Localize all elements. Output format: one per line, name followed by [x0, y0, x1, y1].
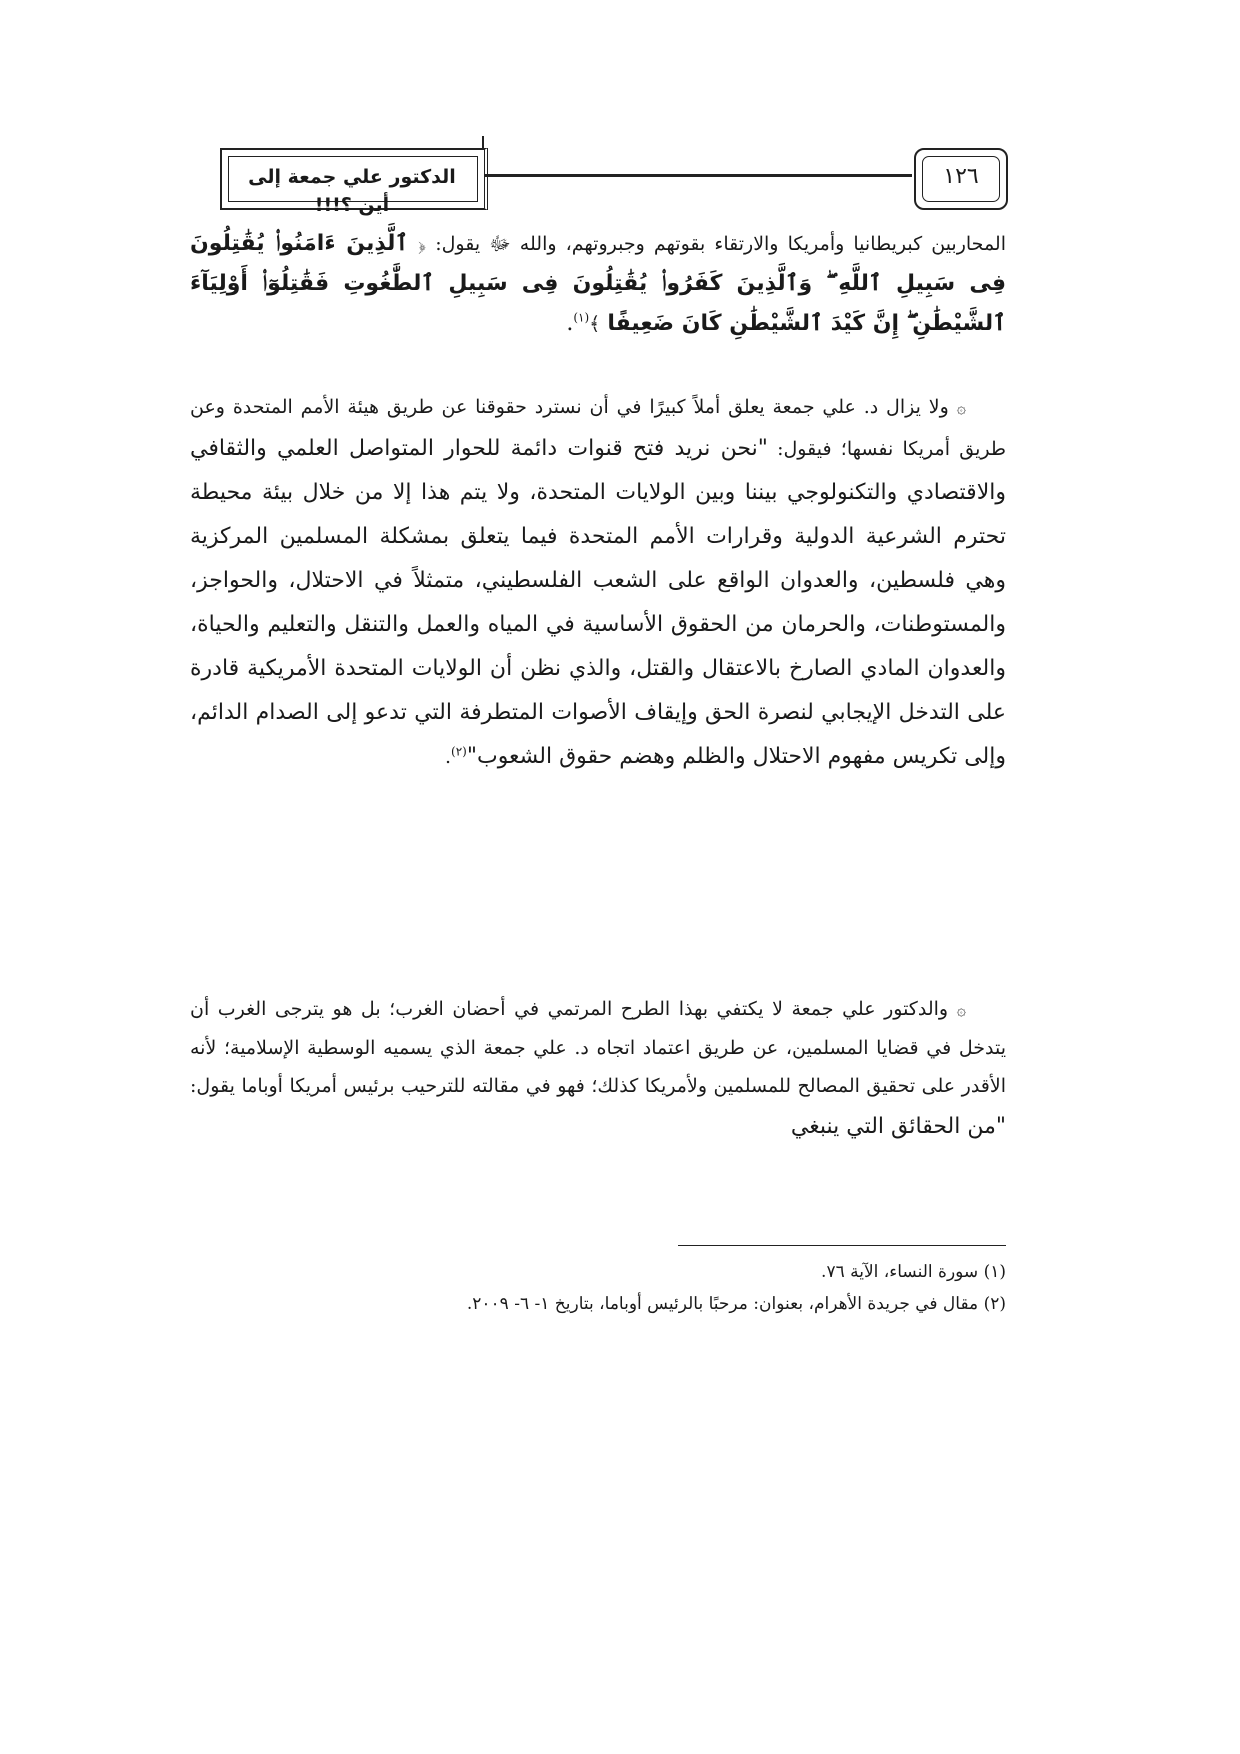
- footnote-ref-2: (٢): [451, 744, 467, 759]
- paragraph-2-quote: "من الحقائق التي ينبغي: [790, 1114, 1006, 1139]
- footnote-2: (٢) مقال في جريدة الأهرام، بعنوان: مرحبًا بالرئيس أوباما، بتاريخ ١- ٦- ٢٠٠٩.: [466, 1294, 1006, 1314]
- paragraph-1: [190, 388, 1006, 779]
- paragraph-2: [190, 990, 1006, 1149]
- quran-verse: ٱلَّذِينَ ءَامَنُوا۟ يُقَٰتِلُونَ فِى سَبِيلِ ٱللَّهِ ۖ وَٱلَّذِينَ كَفَرُوا۟ يُقَٰتِلُونَ فِى سَبِيلِ ٱلطَّٰغُوتِ فَقَٰتِلُوٓا۟ أَوْلِيَآءَ ٱلشَّيْطَٰنِ ۖ إِنَّ كَيْدَ ٱلشَّيْطَٰنِ كَانَ ضَعِيفًا: [190, 231, 1006, 336]
- footnote-ref-1: (١): [573, 310, 590, 325]
- paragraph-end: .: [566, 311, 574, 336]
- quran-citation-paragraph: [190, 224, 1006, 344]
- footnote-1: (١) سورة النساء، الآية ٧٦.: [821, 1262, 1006, 1282]
- paragraph-1-quote: "نحن نريد فتح قنوات دائمة للحوار المتواصل العلمي والثقافي والاقتصادي والتكنولوجي بيننا وبين الولايات المتحدة، ولا يتم هذا إلا من خلال بيئة محيطة تحترم الشرعية الدولية وقرارات الأمم المتحدة فيما يتعلق بمشكلة المسلمين المركزية وهي فلسطين، والعدوان الواقع على الشعب الفلسطيني، متمثلاً في الاحتلال، والحواجز، والمستوطنات، والحرمان من الحقوق الأساسية في المياه والعمل والتنقل والتعليم والحياة، والعدوان المادي الصارخ بالاعتقال والقتل، والذي نظن أن الولايات المتحدة الأمريكية قادرة على التدخل الإيجابي لنصرة الحق وإيقاف الأصوات المتطرفة التي تدعو إلى الصدام الدائم، وإلى تكريس مفهوم الاحتلال والظلم وهضم حقوق الشعوب": [190, 436, 1006, 769]
- quran-verse-close: ﴾: [589, 313, 601, 335]
- quran-intro-text: المحاربين كبريطانيا وأمريكا والارتقاء بقوتهم وجبروتهم، والله ﷻ يقول: ﴿: [418, 233, 1006, 255]
- header-rule: [484, 175, 912, 177]
- paragraph-flower-icon: ۞: [956, 398, 966, 417]
- paragraph-end: .: [444, 746, 452, 768]
- page-number: ١٢٦: [943, 164, 979, 189]
- running-header-title: الدكتور علي جمعة إلى أين ؟!!!: [248, 166, 456, 216]
- paragraph-1-intro: ولا يزال د. علي جمعة يعلق أملاً كبيرًا في أن نسترد حقوقنا عن طريق هيئة الأمم المتحدة وعن طريق أمريكا نفسها؛ فيقول:: [190, 396, 1006, 460]
- paragraph-2-intro: والدكتور علي جمعة لا يكتفي بهذا الطرح المرتمي في أحضان الغرب؛ بل هو يترجى الغرب أن يتدخل في قضايا المسلمين، عن طريق اعتماد اتجاه د. علي جمعة الذي يسميه الوسطية الإسلامية؛ لأنه الأقدر على تحقيق المصالح للمسلمين ولأمريكا كذلك؛ فهو في مقالته للترحيب برئيس أمريكا أوباما يقول:: [190, 998, 1006, 1097]
- footnote-separator: [678, 1245, 1006, 1246]
- paragraph-flower-icon: ۞: [956, 1000, 966, 1019]
